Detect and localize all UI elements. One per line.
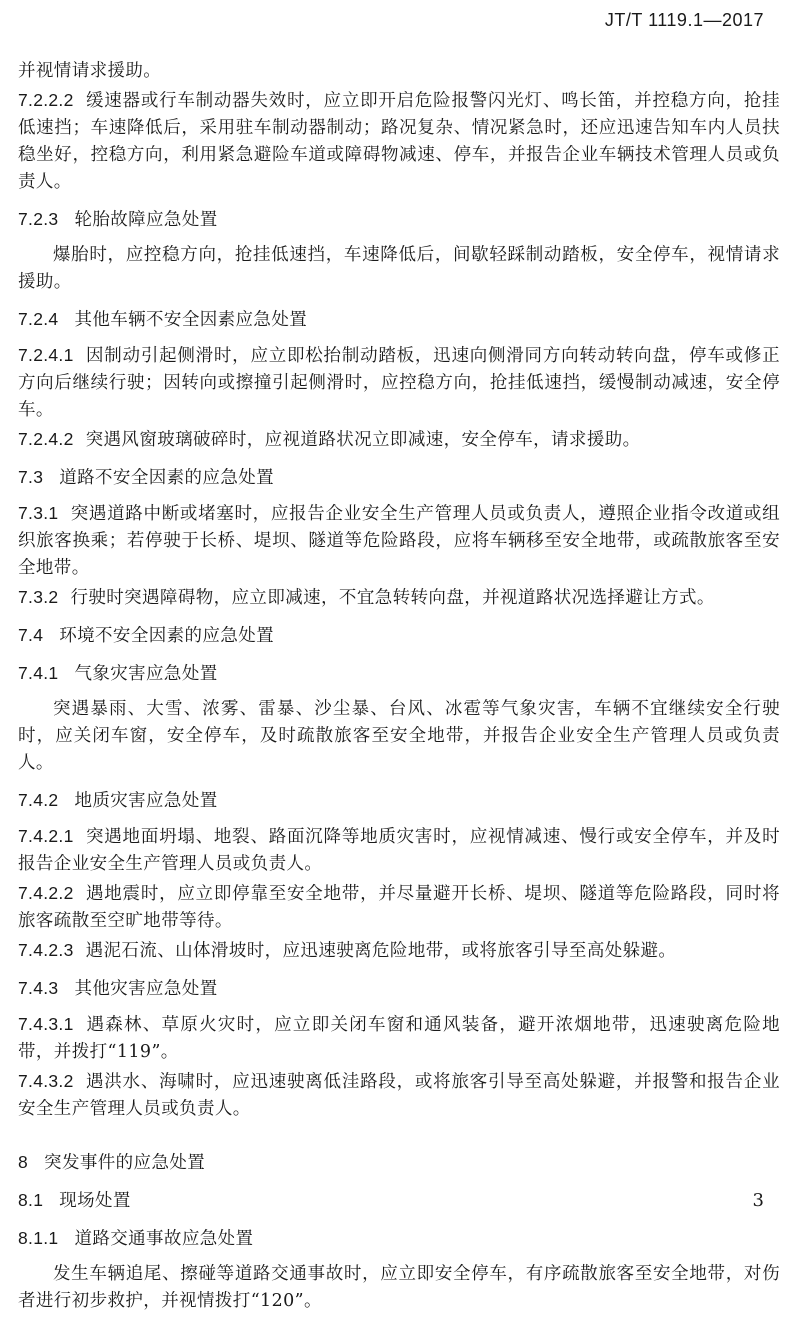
clause-paragraph [18,500,780,582]
clause-text: 发生车辆追尾、擦碰等道路交通事故时，应立即安全停车，有序疏散旅客至安全地带，对伤者进行初步救护，并视情拨打“120”。 [18,1264,780,1311]
clause-paragraph [18,58,780,85]
clause-text: 气象灾害应急处置 [74,664,218,684]
clause-number: 8 [18,1152,29,1172]
clause-text: 突遇道路中断或堵塞时，应报告企业安全生产管理人员或负责人，遵照企业指令改道或组织旅客换乘；若停驶于长桥、堤坝、隧道等危险路段，应将车辆移至安全地带，或疏散旅客至安全地带。 [18,504,780,578]
section-heading [18,306,780,334]
clause-number: 7.4.2 [18,790,59,810]
clause-number: 7.2.3 [18,209,59,229]
clause-number: 7.4.3 [18,978,59,998]
section-heading [18,975,780,1003]
page-number: 3 [752,1190,764,1211]
clause-text: 现场处置 [59,1191,131,1211]
clause-number: 7.3.2 [18,587,59,607]
section-heading [18,464,780,492]
section-heading [18,787,780,815]
clause-paragraph [18,342,780,424]
clause-text: 环境不安全因素的应急处置 [59,626,275,646]
clause-number: 7.2.2.2 [18,90,74,110]
section-heading [18,1225,780,1253]
clause-text: 遇泥石流、山体滑坡时，应迅速驶离危险地带，或将旅客引导至高处躲避。 [85,941,677,961]
section-heading [18,622,780,650]
clause-number: 7.4 [18,625,44,645]
clause-number: 8.1.1 [18,1228,59,1248]
clause-text: 并视情请求援助。 [18,61,162,81]
clause-paragraph [18,584,780,612]
clause-paragraph [18,937,780,965]
clause-number: 8.1 [18,1190,44,1210]
clause-text: 缓速器或行车制动器失效时，应立即开启危险报警闪光灯、鸣长笛，并控稳方向，抢挂低速挡；车速降低后，采用驻车制动器制动；路况复杂、情况紧急时，还应迅速告知车内人员扶稳坐好，控稳方向，利用紧急避险车道或障碍物减速、停车，并报告企业车辆技术管理人员或负责人。 [18,91,780,192]
clause-text: 行驶时突遇障碍物，应立即减速，不宜急转转向盘，并视道路状况选择避让方式。 [70,588,715,608]
clause-paragraph [18,1261,780,1315]
clause-text: 突发事件的应急处置 [44,1153,206,1173]
clause-paragraph [18,823,780,878]
standard-code: JT/T 1119.1—2017 [604,10,764,30]
clause-text: 遇地震时，应立即停靠至安全地带，并尽量避开长桥、堤坝、隧道等危险路段，同时将旅客疏散至空旷地带等待。 [18,884,780,931]
section-heading [18,1187,780,1215]
clause-text: 突遇暴雨、大雪、浓雾、雷暴、沙尘暴、台风、冰雹等气象灾害，车辆不宜继续安全行驶时，应关闭车窗，安全停车，及时疏散旅客至安全地带，并报告企业安全生产管理人员或负责人。 [18,699,780,773]
section-heading [18,206,780,234]
document-body [18,58,780,1317]
clause-number: 7.4.2.2 [18,883,74,903]
clause-text: 爆胎时，应控稳方向，抢挂低速挡，车速降低后，间歇轻踩制动踏板，安全停车，视情请求援助。 [18,245,780,292]
clause-text: 道路不安全因素的应急处置 [59,468,275,488]
clause-number: 7.4.2.3 [18,940,74,960]
clause-number: 7.2.4.2 [18,429,74,449]
clause-text: 遇森林、草原火灾时，应立即关闭车窗和通风装备，避开浓烟地带，迅速驶离危险地带，并拨打“119”。 [18,1015,780,1062]
clause-paragraph [18,880,780,935]
clause-text: 轮胎故障应急处置 [74,210,218,230]
clause-text: 突遇风窗玻璃破碎时，应视道路状况立即减速，安全停车，请求援助。 [85,430,641,450]
clause-paragraph [18,242,780,296]
clause-number: 7.2.4 [18,309,59,329]
clause-number: 7.2.4.1 [18,345,74,365]
clause-text: 其他灾害应急处置 [74,979,218,999]
clause-paragraph [18,426,780,454]
clause-paragraph [18,696,780,777]
clause-paragraph [18,87,780,196]
clause-number: 7.4.1 [18,663,59,683]
clause-text: 遇洪水、海啸时，应迅速驶离低洼路段，或将旅客引导至高处躲避，并报警和报告企业安全生产管理人员或负责人。 [18,1072,780,1119]
clause-number: 7.4.2.1 [18,826,74,846]
clause-text: 突遇地面坍塌、地裂、路面沉降等地质灾害时，应视情减速、慢行或安全停车，并及时报告企业安全生产管理人员或负责人。 [18,827,780,874]
clause-text: 因制动引起侧滑时，应立即松抬制动踏板，迅速向侧滑同方向转动转向盘，停车或修正方向后继续行驶；因转向或擦撞引起侧滑时，应控稳方向，抢挂低速挡，缓慢制动减速，安全停车。 [18,346,780,420]
clause-paragraph [18,1011,780,1066]
section-heading [18,660,780,688]
clause-number: 7.3 [18,467,44,487]
clause-text: 地质灾害应急处置 [74,791,218,811]
clause-number: 7.4.3.2 [18,1071,74,1091]
clause-number: 7.3.1 [18,503,59,523]
clause-text: 其他车辆不安全因素应急处置 [74,310,308,330]
clause-text: 道路交通事故应急处置 [74,1229,254,1249]
section-heading [18,1149,780,1177]
clause-number: 7.4.3.1 [18,1014,74,1034]
clause-paragraph [18,1068,780,1123]
